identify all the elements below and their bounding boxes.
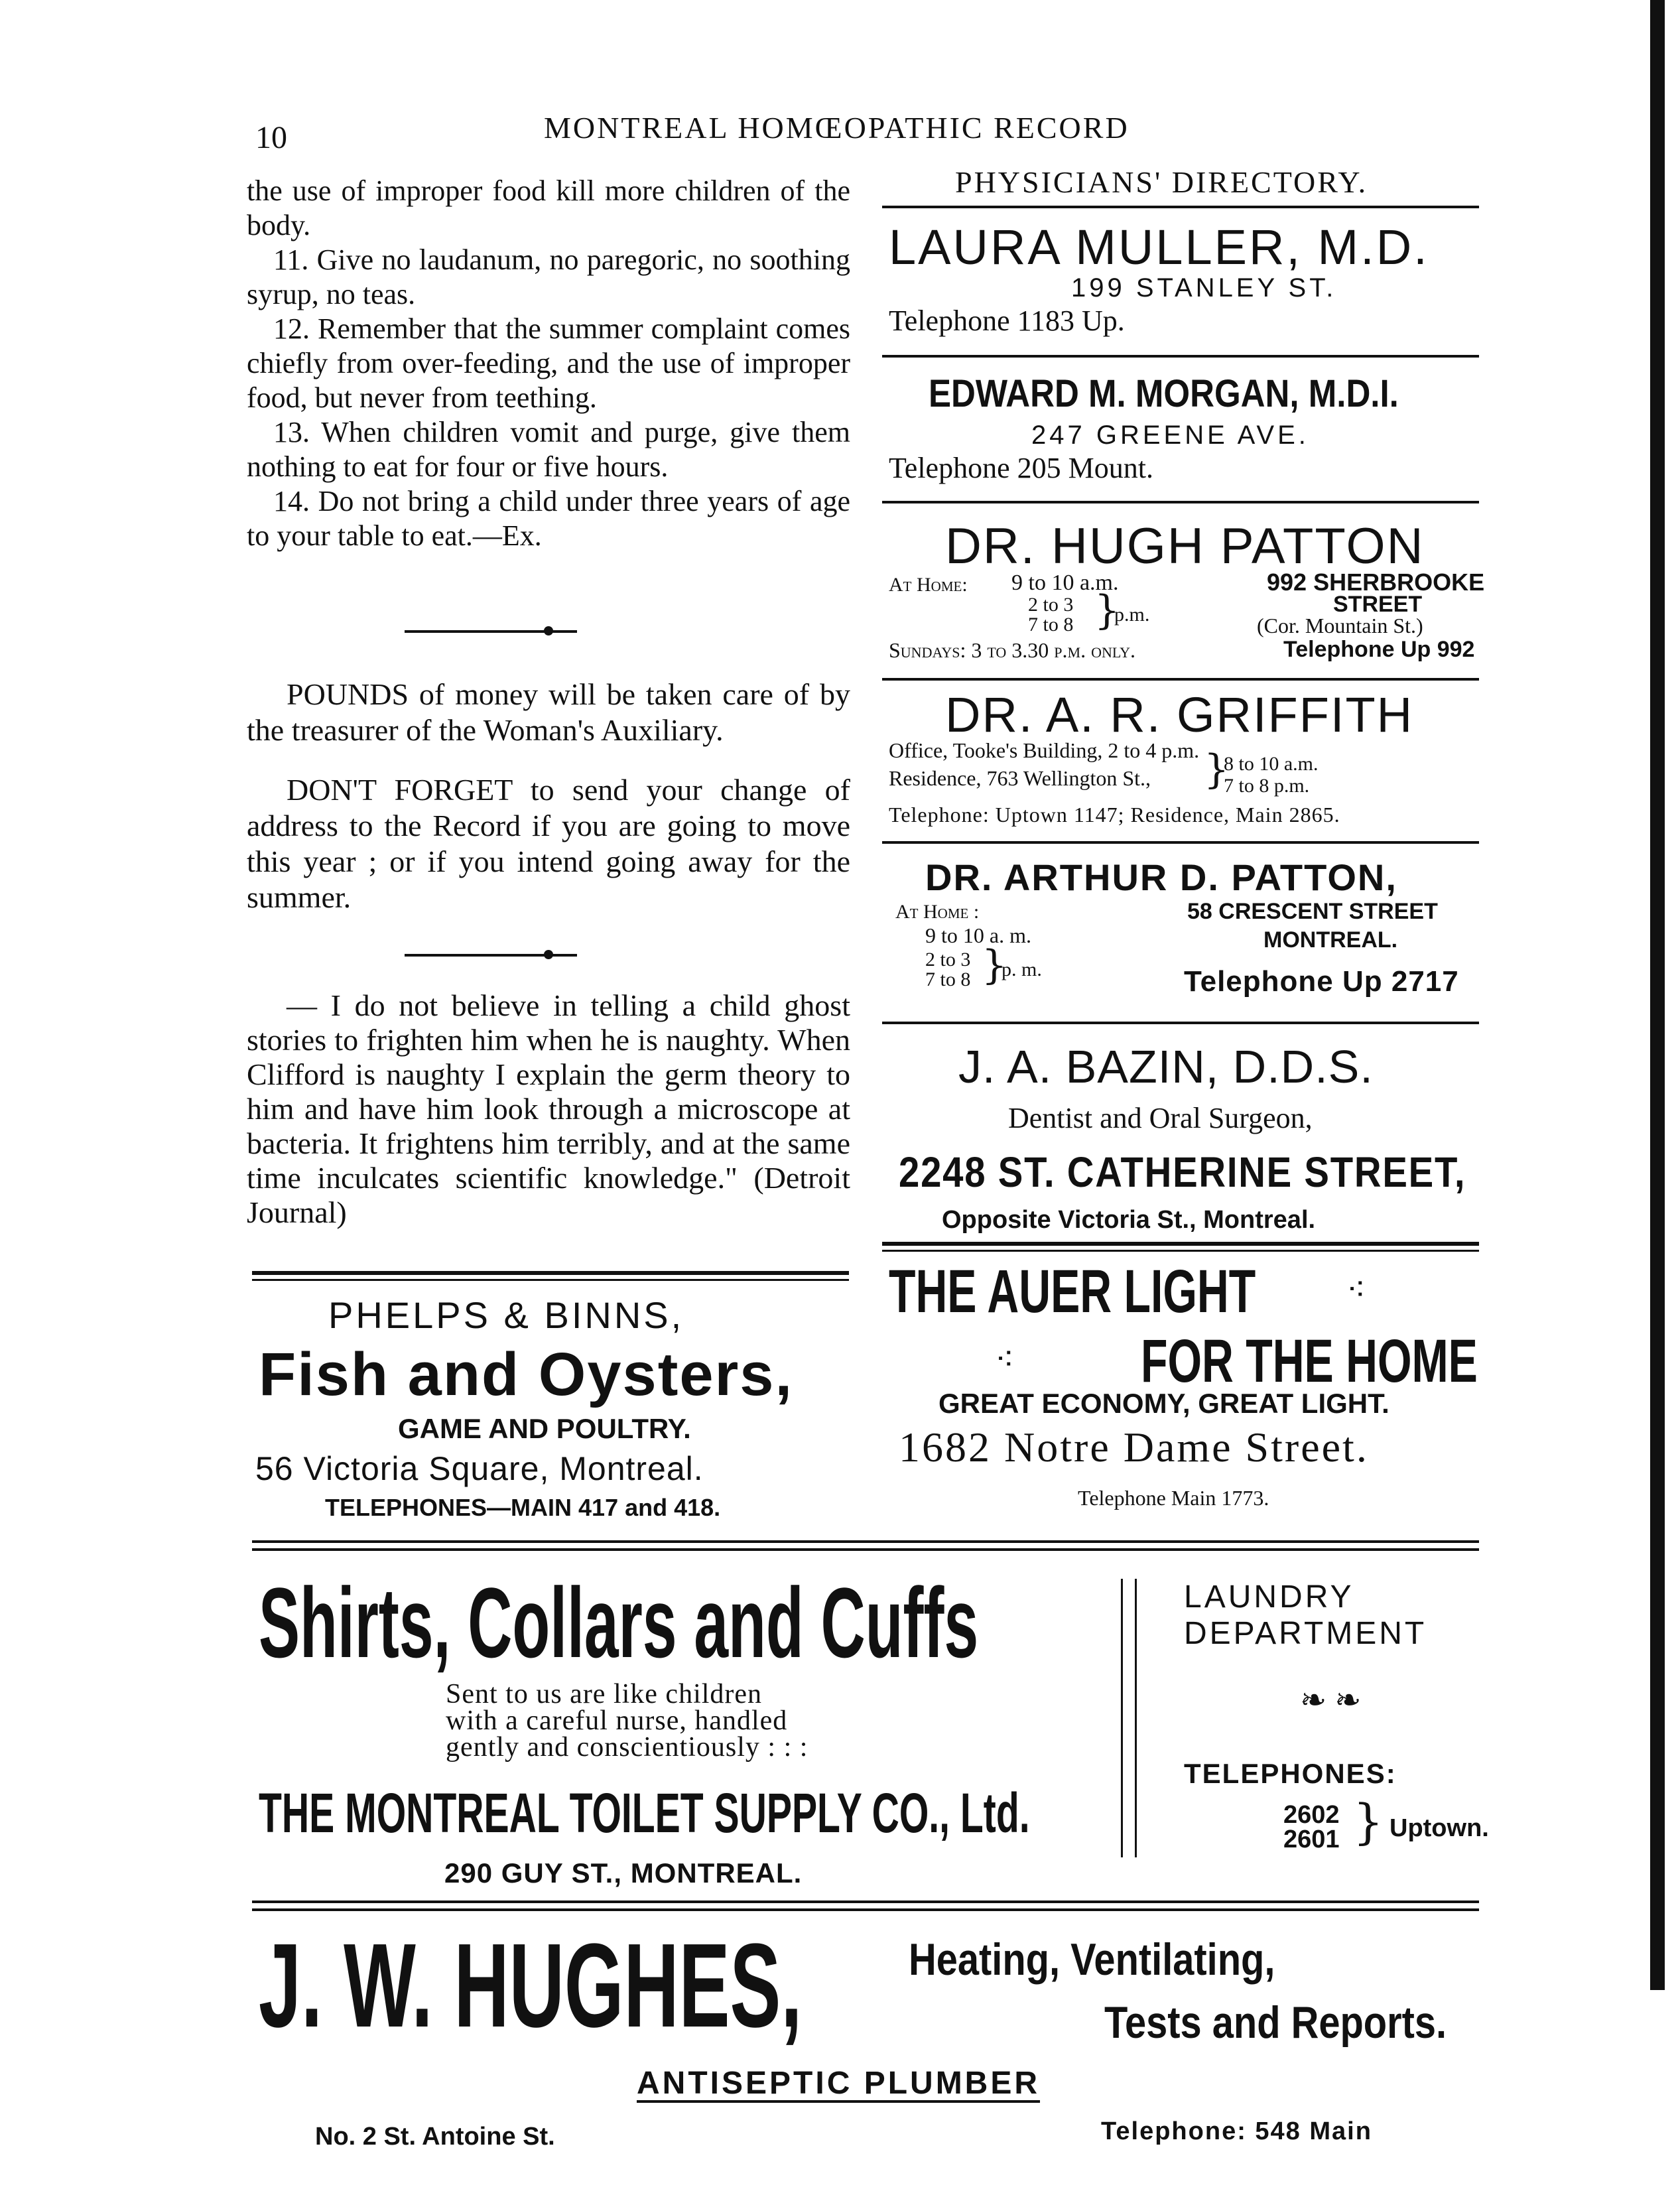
paragraph-13: 13. When children vomit and purge, give them nothing to eat for four or five hours. [247,416,850,483]
running-title: MONTREAL HOMŒOPATHIC RECORD [544,111,1130,145]
bazin-address: 2248 ST. CATHERINE STREET, [899,1148,1466,1196]
phelps-name: PHELPS & BINNS, [328,1294,684,1336]
muller-name: LAURA MULLER, M.D. [889,220,1429,275]
rule-dir-4 [882,678,1479,681]
laundry-label-1: LAUNDRY [1184,1579,1354,1615]
griffith-res-hours-2: 7 to 8 p.m. [1224,775,1310,797]
paragraph-11: 11. Give no laudanum, no paregoric, no soothing syrup, no teas. [247,243,850,310]
hugh-patton-address-3: (Cor. Mountain St.) [1257,614,1423,637]
griffith-office: Office, Tooke's Building, 2 to 4 p.m. [889,738,1200,762]
bazin-title: Dentist and Oral Surgeon, [1008,1102,1313,1134]
phelps-tagline: Fish and Oysters, [259,1341,794,1408]
wavy-divider [1121,1579,1137,1857]
arthur-patton-hours-3: 7 to 8 [925,968,971,990]
paragraph-14: 14. Do not bring a child under three years of age to your table to eat.—Ex. [247,485,850,552]
hughes-telephone: Telephone: 548 Main [1101,2117,1372,2145]
fleuron-ornament-icon: ❧ ❧ [1300,1683,1362,1718]
arthur-patton-telephone: Telephone Up 2717 [1184,965,1459,998]
phelps-address: 56 Victoria Square, Montreal. [255,1450,704,1487]
rule-dir-2 [882,355,1479,358]
hugh-patton-pm: p.m. [1114,604,1150,626]
arthur-patton-hours-1: 9 to 10 a. m. [925,923,1031,947]
bazin-name: J. A. BAZIN, D.D.S. [958,1041,1374,1093]
ghost-story [247,988,850,1230]
rule-auer-top-2 [882,1250,1479,1252]
shirts-blurb-3: gently and conscientiously : : : [446,1732,808,1763]
laundry-tel-1: 2602 [1283,1801,1340,1829]
left-column [247,174,850,553]
muller-address: 199 STANLEY ST. [1071,273,1337,302]
griffith-res-hours-1: 8 to 10 a.m. [1224,753,1319,775]
rule-hughes-top [252,1900,1479,1903]
laundry-label-2: DEPARTMENT [1184,1616,1427,1651]
auer-economy: GREAT ECONOMY, GREAT LIGHT. [938,1388,1389,1419]
auer-line-2: FOR THE HOME [1141,1327,1478,1395]
griffith-residence: Residence, 763 Wellington St., [889,766,1151,790]
auer-telephone: Telephone Main 1773. [1078,1486,1269,1510]
hughes-name: J. W. HUGHES, [259,1919,803,2052]
arthur-patton-address-2: MONTREAL. [1263,927,1398,953]
shirts-company: THE MONTREAL TOILET SUPPLY CO., Ltd. [259,1782,1030,1844]
griffith-brace: } [1204,746,1230,793]
notices [247,677,850,915]
auer-address: 1682 Notre Dame Street. [899,1424,1369,1471]
hugh-patton-hours-1: 9 to 10 a.m. [1011,570,1119,595]
hugh-patton-name: DR. HUGH PATTON [945,518,1425,574]
arthur-patton-hours-2: 2 to 3 [925,949,971,970]
ornament-dot [544,626,553,635]
arthur-patton-brace: } [982,942,1007,988]
hugh-patton-address-2: STREET [1333,592,1423,617]
laundry-uptown: Uptown. [1389,1814,1489,1842]
rule-dir-5 [882,841,1479,844]
shirts-headline: Shirts, Collars and Cuffs [259,1567,979,1678]
hugh-patton-brace: } [1094,587,1120,633]
shirts-blurb-1: Sent to us are like children [446,1679,763,1709]
laundry-tel-brace: } [1353,1794,1384,1849]
auer-ornament-2: ⁖ [995,1341,1015,1378]
rule-phelps-top-2 [252,1279,849,1281]
rule-auer-top [882,1242,1479,1246]
hugh-patton-telephone: Telephone Up 992 [1283,637,1475,662]
shirts-address: 290 GUY ST., MONTREAL. [444,1857,803,1889]
hugh-patton-hours-3: 7 to 8 [1028,614,1074,635]
rule-hughes-top-2 [252,1908,1479,1911]
hugh-patton-hours-2: 2 to 3 [1028,594,1074,616]
hughes-line-2: Tests and Reports. [1104,1997,1447,2048]
rule-dir-6 [882,1022,1479,1024]
rule-shirts-top [252,1540,1479,1543]
page-number: 10 [255,120,287,155]
pounds-notice: POUNDS of money will be taken care of by the treasurer of the Woman's Auxiliary. [247,677,850,747]
morgan-address: 247 GREENE AVE. [1031,421,1309,450]
arthur-patton-name: DR. ARTHUR D. PATTON, [925,856,1397,898]
griffith-telephone: Telephone: Uptown 1147; Residence, Main 2865. [889,803,1340,827]
rule-phelps-top [252,1271,849,1275]
hugh-patton-at-home: At Home: [889,574,968,596]
auer-line-1: THE AUER LIGHT [889,1258,1256,1325]
hughes-address: No. 2 St. Antoine St. [315,2123,555,2151]
phelps-telephones: TELEPHONES—MAIN 417 and 418. [325,1494,721,1521]
arthur-patton-address-1: 58 CRESCENT STREET [1187,899,1438,924]
page-edge-shadow [1650,0,1665,1990]
directory-heading: PHYSICIANS' DIRECTORY. [955,165,1368,199]
dont-forget-notice: DON'T FORGET to send your change of address to the Record if you are going to move this year ; or if you intend going away for the summer. [247,773,850,914]
griffith-name: DR. A. R. GRIFFITH [945,687,1414,742]
arthur-patton-at-home: At Home : [895,901,980,923]
hughes-trade: ANTISEPTIC PLUMBER [637,2066,1041,2101]
ornament-dot-2 [544,950,553,959]
auer-ornament-1: ⁖ [1346,1271,1366,1308]
hughes-line-1: Heating, Ventilating, [909,1934,1275,1985]
rule-dir-3 [882,501,1479,503]
morgan-name: EDWARD M. MORGAN, M.D.I. [929,372,1399,415]
arthur-patton-pm: p. m. [1002,959,1042,980]
shirts-blurb-2: with a careful nurse, handled [446,1705,788,1736]
rule-dir-top [882,206,1479,208]
laundry-tel-2: 2601 [1283,1826,1340,1853]
bazin-opposite: Opposite Victoria St., Montreal. [942,1206,1316,1234]
morgan-telephone: Telephone 205 Mount. [889,452,1153,484]
hugh-patton-address-1: 992 SHERBROOKE [1267,568,1485,596]
muller-telephone: Telephone 1183 Up. [889,304,1125,337]
ghost-story-text: — I do not believe in telling a child ghost stories to frighten him when he is naughty. When Clifford is naughty I explain the germ theory to him and have him look through a microscope at bacteria. It frightens him terribly, and at the same time inculcates scientific knowledge." (Detroit Journal) [247,988,850,1229]
paragraph-food: the use of improper food kill more children of the body. [247,174,850,241]
laundry-telephones-label: TELEPHONES: [1184,1758,1397,1789]
hugh-patton-sundays: Sundays: 3 to 3.30 p.m. only. [889,638,1135,662]
rule-shirts-top-2 [252,1548,1479,1551]
paragraph-12: 12. Remember that the summer complaint comes chiefly from over-feeding, and the use of improper food, but never from teething. [247,312,850,414]
phelps-game: GAME AND POULTRY. [398,1413,691,1444]
